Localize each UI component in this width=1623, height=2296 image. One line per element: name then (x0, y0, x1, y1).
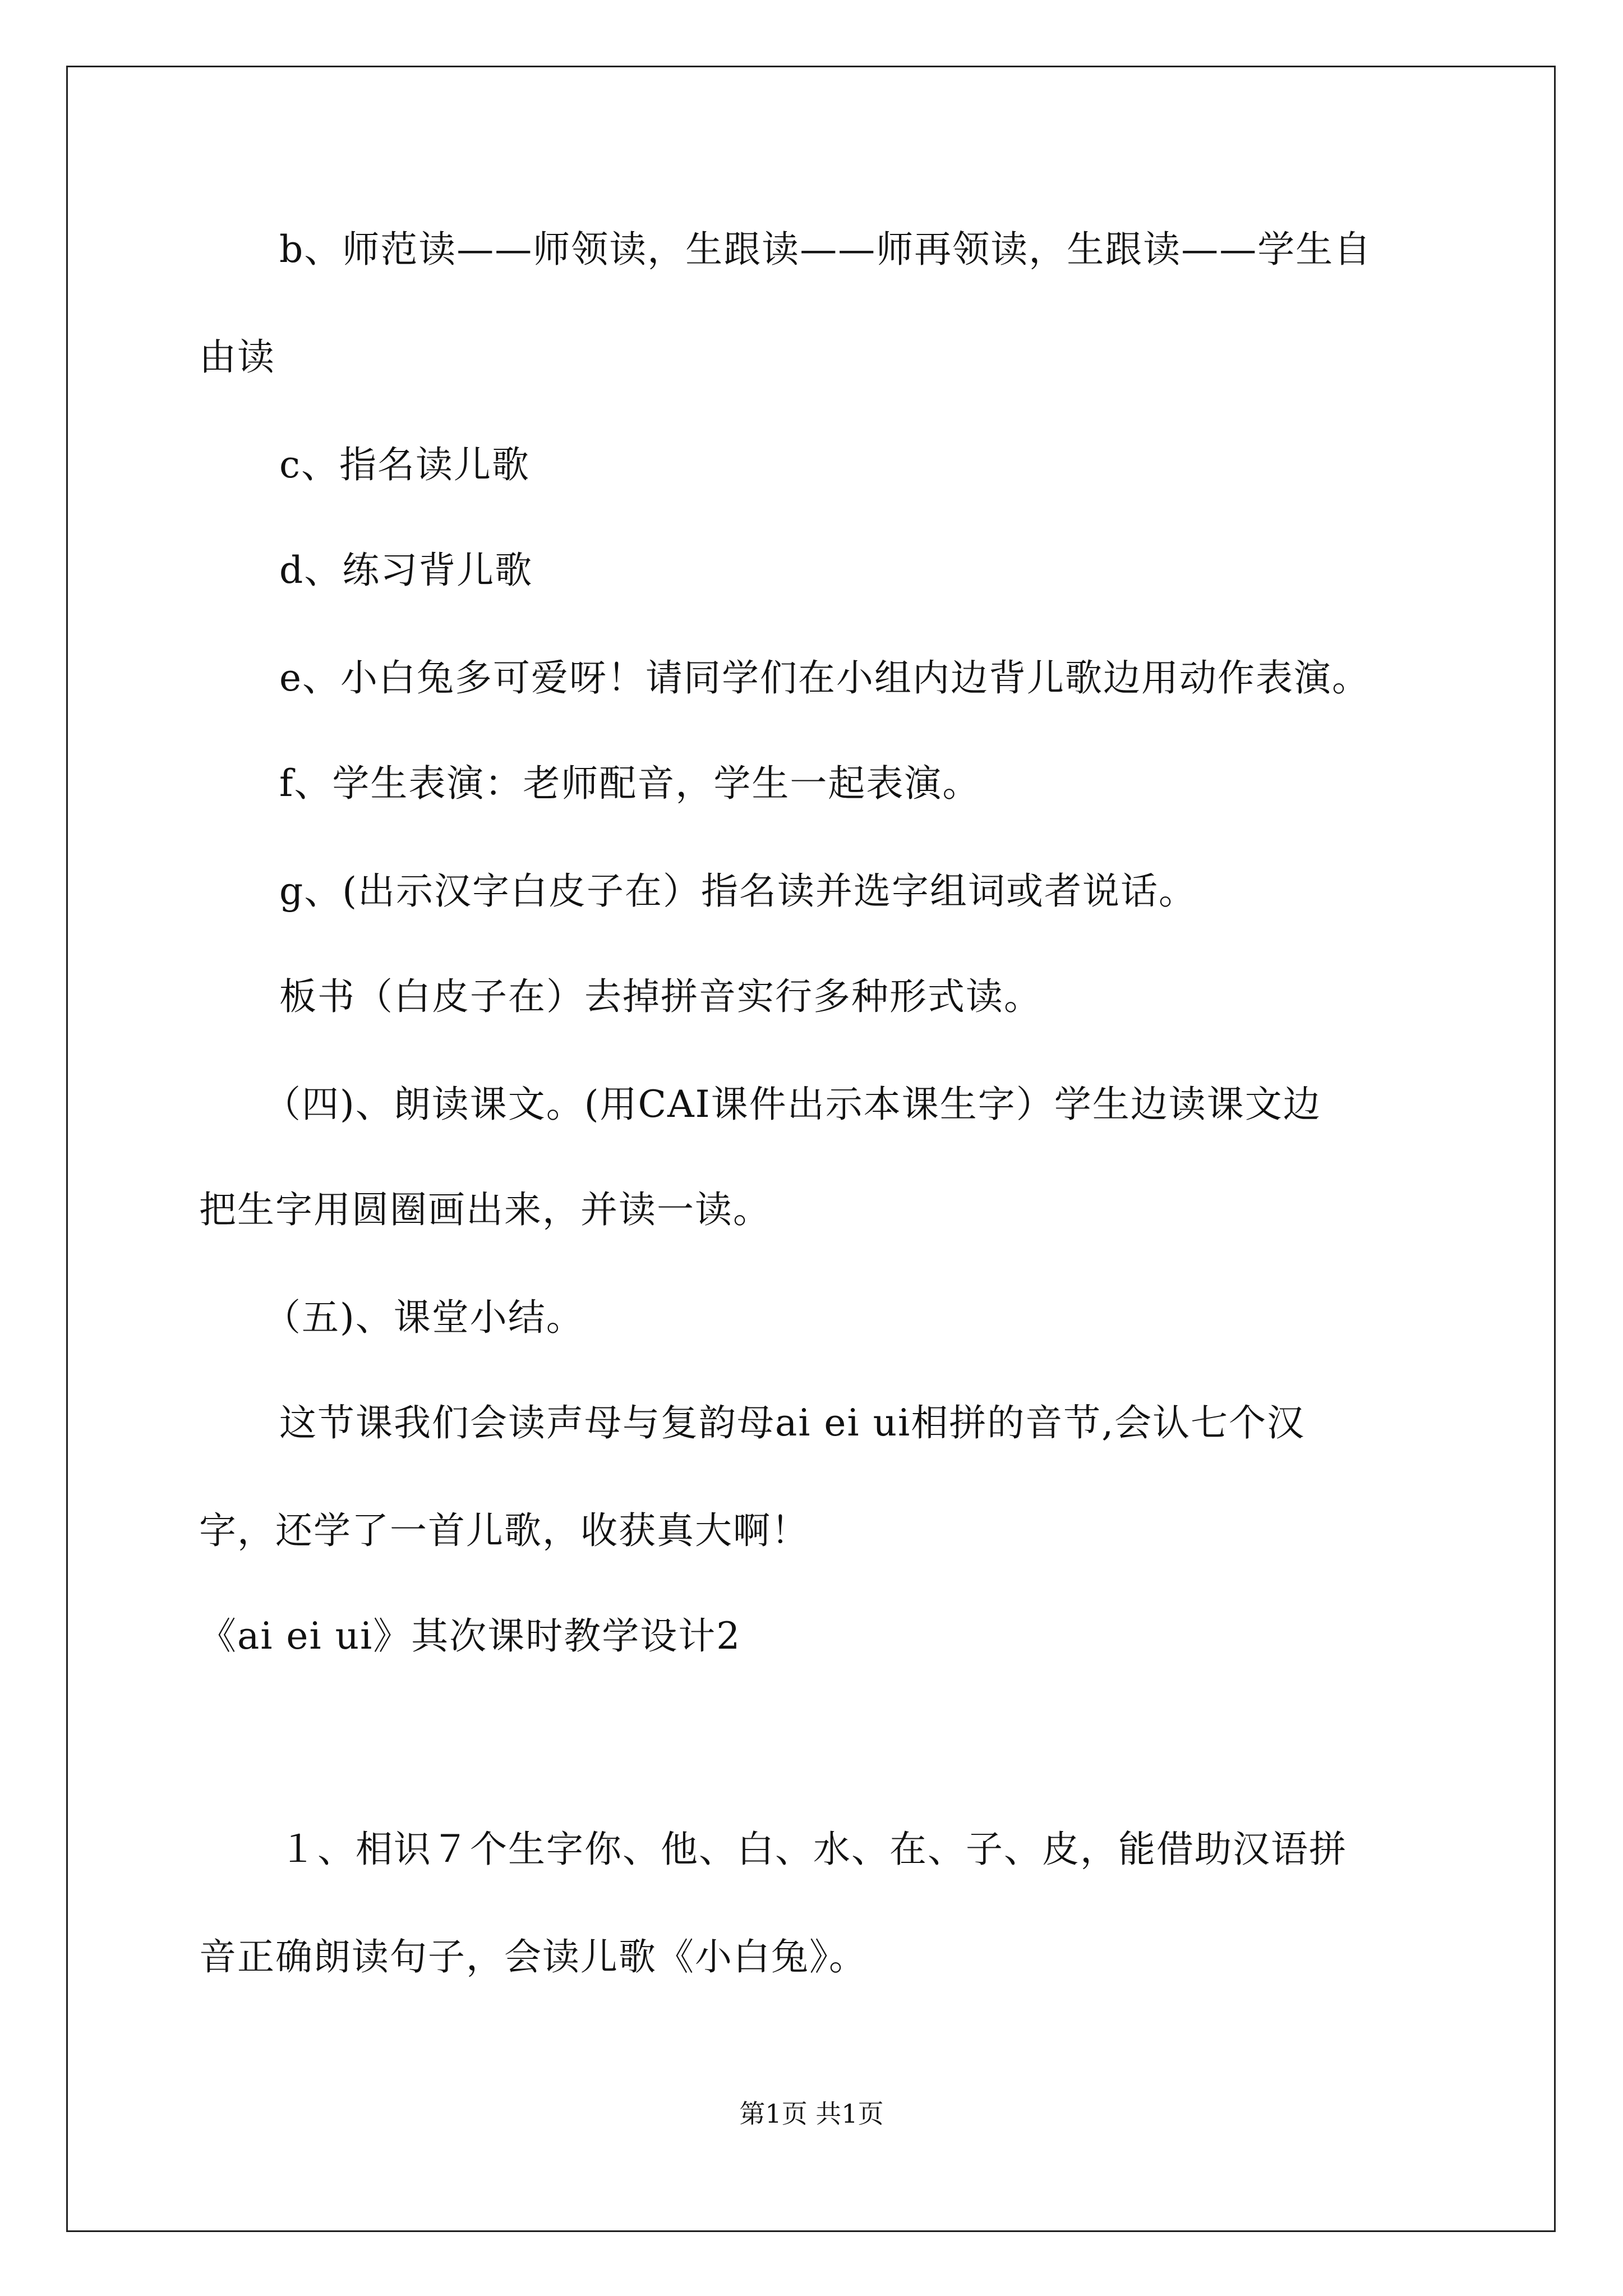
paragraph-line-c: c、指名读儿歌 (279, 443, 530, 486)
paragraph-line-blackboard: 板书（白皮子在）去掉拼音实行多种形式读。 (279, 975, 1042, 1018)
paragraph-line-section-4-continued: 把生字用圆圈画出来，并读一读。 (199, 1188, 771, 1231)
page-border (66, 66, 1556, 2232)
paragraph-line-f: f、学生表演：老师配音，学生一起表演。 (279, 762, 981, 805)
paragraph-line-summary-continued: 字，还学了一首儿歌，收获真大啊！ (199, 1509, 809, 1552)
paragraph-line-e: e、小白兔多可爱呀！请同学们在小组内边背儿歌边用动作表演。 (279, 656, 1371, 700)
paragraph-line-summary: 这节课我们会读声母与复韵母ai ei ui相拼的音节,会认七个汉 (279, 1401, 1306, 1444)
objective-line-1-continued: 音正确朗读句子，会读儿歌《小白兔》。 (199, 1935, 867, 1978)
paragraph-line-g: g、(出示汉字白皮子在）指名读并选字组词或者说话。 (279, 869, 1197, 913)
paragraph-line-section-4: （四)、朗读课文。(用CAI课件出示本课生字）学生边读课文边 (264, 1083, 1321, 1126)
paragraph-line-d: d、练习背儿歌 (279, 549, 533, 592)
paragraph-line-b-continued: 由读 (199, 335, 275, 379)
paragraph-line-section-5: （五)、课堂小结。 (264, 1296, 584, 1339)
section-heading: 《ai ei ui》其次课时教学设计2 (199, 1614, 741, 1658)
page-footer: 第1页 共1页 (739, 2099, 884, 2129)
paragraph-line-b: b、师范读——师领读，生跟读——师再领读，生跟读——学生自 (279, 228, 1372, 271)
objective-line-1: １、相识７个生字你、他、白、水、在、子、皮，能借助汉语拼 (279, 1828, 1347, 1871)
